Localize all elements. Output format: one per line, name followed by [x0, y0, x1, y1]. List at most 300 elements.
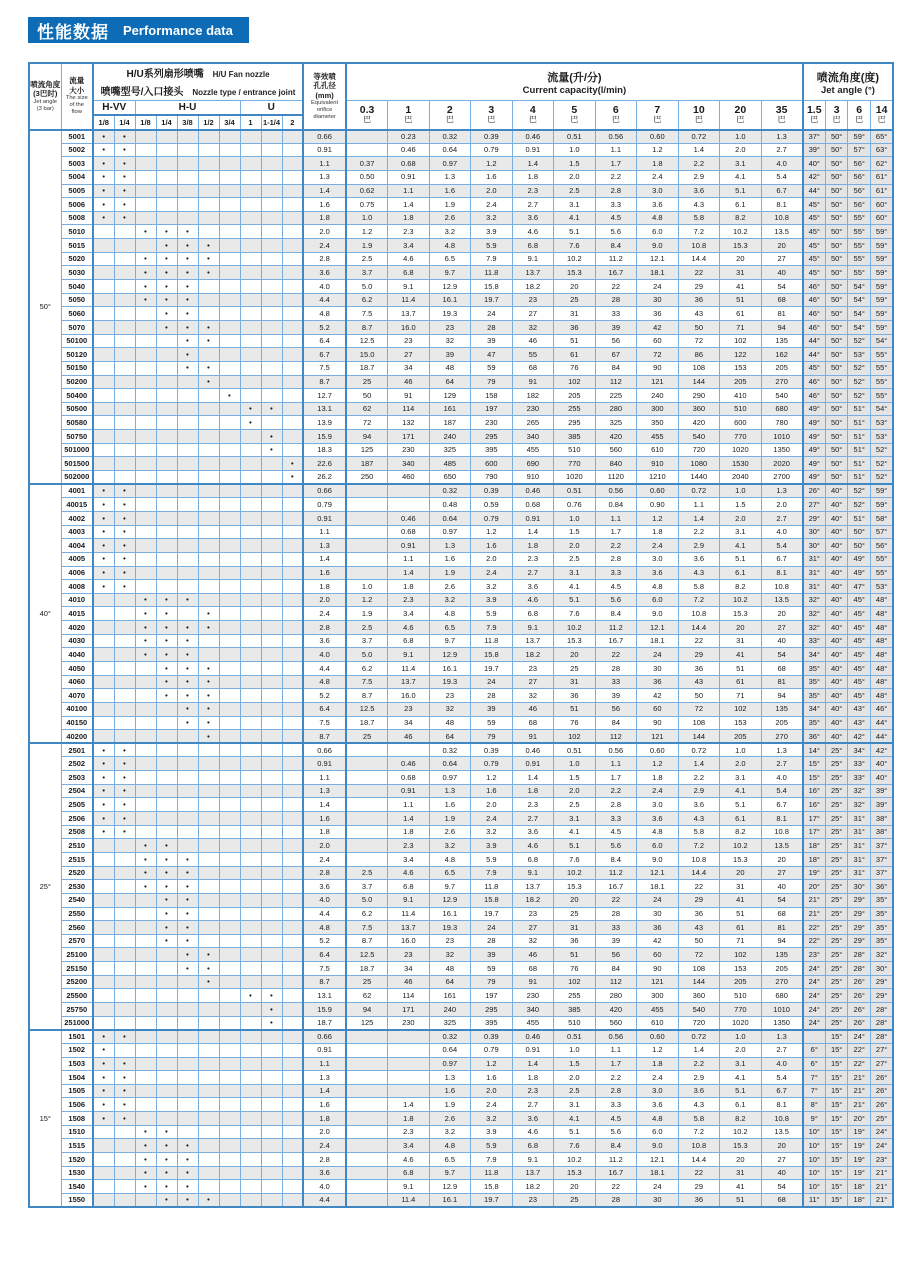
table-row: [29, 252, 893, 266]
capacity-cell: 1.3: [429, 170, 471, 184]
capacity-cell: 2.0: [720, 143, 762, 157]
size-dot-cell: [135, 498, 156, 512]
table-row: [29, 361, 893, 375]
capacity-cell: 36: [678, 907, 720, 921]
size-dot-cell: [93, 443, 114, 457]
size-dot-cell: •: [93, 798, 114, 812]
capacity-cell: 540: [678, 1003, 720, 1017]
capacity-cell: 4.6: [512, 225, 554, 239]
capacity-cell: 1.6: [429, 184, 471, 198]
angle-cell: 35°: [803, 716, 826, 730]
size-dot-cell: •: [261, 1016, 282, 1030]
capacity-cell: 9.1: [512, 252, 554, 266]
size-dot-cell: [261, 334, 282, 348]
size-dot-cell: [114, 607, 135, 621]
capacity-cell: 0.46: [512, 484, 554, 498]
size-dot-cell: [198, 389, 219, 403]
angle-cell: 51°: [848, 416, 871, 430]
capacity-cell: 3.3: [595, 566, 637, 580]
capacity-cell: 325: [595, 416, 637, 430]
angle-cell: 54°: [848, 320, 871, 334]
size-dot-cell: [135, 1043, 156, 1057]
capacity-cell: 12.1: [637, 866, 679, 880]
size-dot-cell: •: [177, 1153, 198, 1167]
capacity-cell: 68: [512, 716, 554, 730]
model-cell: 501500: [61, 457, 93, 471]
capacity-cell: 22: [678, 1166, 720, 1180]
angle-cell: 49°: [803, 430, 826, 444]
angle-cell: 40°: [825, 716, 848, 730]
size-dot-cell: [261, 784, 282, 798]
capacity-cell: 3.2: [471, 825, 513, 839]
capacity-cell: 90: [637, 716, 679, 730]
size-dot-cell: [219, 320, 240, 334]
capacity-cell: 1.0: [720, 130, 762, 144]
capacity-cell: 22: [678, 634, 720, 648]
angle-cell: 34°: [803, 648, 826, 662]
capacity-cell: 1.8: [388, 580, 430, 594]
size-dot-cell: [135, 525, 156, 539]
size-dot-cell: [93, 334, 114, 348]
capacity-cell: [388, 1043, 430, 1057]
capacity-cell: 12.1: [637, 621, 679, 635]
capacity-cell: 3.7: [346, 880, 388, 894]
size-dot-cell: [156, 430, 177, 444]
angle-cell: 40°: [825, 511, 848, 525]
capacity-cell: 0.79: [471, 1043, 513, 1057]
capacity-cell: 1.0: [554, 1043, 596, 1057]
size-dot-cell: [282, 170, 303, 184]
capacity-cell: 18.2: [512, 1180, 554, 1194]
capacity-cell: 4.8: [637, 1112, 679, 1126]
size-dot-cell: [219, 375, 240, 389]
capacity-cell: 51: [554, 334, 596, 348]
size-dot-cell: [240, 893, 261, 907]
size-dot-cell: [114, 921, 135, 935]
capacity-cell: 46: [512, 334, 554, 348]
diameter-cell: 0.66: [303, 130, 346, 144]
angle-cell: 50°: [825, 320, 848, 334]
diameter-cell: 6.4: [303, 948, 346, 962]
angle-cell: 50°: [825, 239, 848, 253]
angle-cell: 28°: [871, 1016, 894, 1030]
capacity-cell: 2.5: [554, 552, 596, 566]
capacity-cell: [346, 757, 388, 771]
size-dot-cell: •: [156, 893, 177, 907]
capacity-cell: 112: [595, 375, 637, 389]
capacity-cell: 0.51: [554, 484, 596, 498]
capacity-cell: 12.9: [429, 893, 471, 907]
size-dot-cell: [114, 730, 135, 744]
model-cell: 1503: [61, 1057, 93, 1071]
capacity-cell: 14.4: [678, 1153, 720, 1167]
capacity-cell: 25: [554, 293, 596, 307]
angle-cell: 52°: [871, 443, 894, 457]
size-dot-cell: [177, 184, 198, 198]
angle-cell: 48°: [871, 661, 894, 675]
diameter-cell: 26.2: [303, 471, 346, 485]
capacity-cell: 8.1: [761, 1098, 803, 1112]
size-dot-cell: [135, 1057, 156, 1071]
capacity-cell: 5.4: [761, 1071, 803, 1085]
angle-cell: 49°: [803, 471, 826, 485]
angle-cell: 15°: [825, 1071, 848, 1085]
size-dot-cell: [93, 375, 114, 389]
capacity-cell: 4.0: [761, 1057, 803, 1071]
angle-cell: 15°: [803, 757, 826, 771]
capacity-cell: 1.3: [761, 1030, 803, 1044]
angle-cell: 53°: [871, 416, 894, 430]
table-row: [29, 1043, 893, 1057]
size-dot-cell: [219, 471, 240, 485]
size-dot-cell: [261, 893, 282, 907]
table-row: [29, 866, 893, 880]
capacity-cell: 205: [761, 716, 803, 730]
capacity-cell: 840: [595, 457, 637, 471]
size-dot-cell: [135, 334, 156, 348]
size-dot-cell: [282, 1071, 303, 1085]
capacity-cell: 102: [720, 702, 762, 716]
size-dot-cell: •: [93, 525, 114, 539]
capacity-cell: 28: [595, 1193, 637, 1207]
capacity-cell: 9.1: [512, 1153, 554, 1167]
angle-cell: 65°: [871, 130, 894, 144]
size-dot-cell: [156, 157, 177, 171]
angle-cell: 59°: [848, 130, 871, 144]
model-cell: 1505: [61, 1084, 93, 1098]
capacity-cell: 790: [471, 471, 513, 485]
capacity-cell: 28: [595, 661, 637, 675]
capacity-cell: [346, 1166, 388, 1180]
size-dot-cell: [219, 430, 240, 444]
size-dot-cell: [240, 471, 261, 485]
size-header-1/2: 1/2: [198, 115, 219, 130]
size-dot-cell: [135, 402, 156, 416]
capacity-cell: 0.56: [595, 130, 637, 144]
capacity-cell: 1.0: [554, 143, 596, 157]
capacity-cell: 90: [637, 361, 679, 375]
table-row: [29, 607, 893, 621]
size-dot-cell: •: [198, 266, 219, 280]
table-row: [29, 170, 893, 184]
angle-cell: 35°: [871, 934, 894, 948]
size-dot-cell: [93, 307, 114, 321]
capacity-cell: 2.3: [512, 552, 554, 566]
size-dot-cell: •: [93, 771, 114, 785]
size-dot-cell: •: [156, 907, 177, 921]
angle-cell: 49°: [803, 443, 826, 457]
angle-cell: 10°: [803, 1166, 826, 1180]
angle-cell: 25°: [825, 880, 848, 894]
size-dot-cell: •: [177, 934, 198, 948]
capacity-cell: 2.9: [678, 784, 720, 798]
size-dot-cell: [135, 1016, 156, 1030]
size-dot-cell: [261, 143, 282, 157]
size-dot-cell: [261, 1112, 282, 1126]
capacity-cell: 25: [554, 907, 596, 921]
diameter-cell: 0.66: [303, 484, 346, 498]
capacity-cell: 0.51: [554, 1030, 596, 1044]
table-row: [29, 975, 893, 989]
size-dot-cell: [219, 812, 240, 826]
capacity-cell: 2.5: [346, 252, 388, 266]
size-dot-cell: [177, 607, 198, 621]
model-cell: 2520: [61, 866, 93, 880]
capacity-cell: 9.7: [429, 1166, 471, 1180]
model-cell: 251000: [61, 1016, 93, 1030]
capacity-cell: [388, 1071, 430, 1085]
capacity-cell: 340: [512, 1003, 554, 1017]
size-dot-cell: [282, 225, 303, 239]
table-row: [29, 634, 893, 648]
capacity-cell: 280: [595, 989, 637, 1003]
angle-cell: 40°: [825, 607, 848, 621]
diameter-cell: 0.66: [303, 743, 346, 757]
size-dot-cell: •: [114, 552, 135, 566]
model-cell: 1504: [61, 1071, 93, 1085]
size-dot-cell: [282, 1112, 303, 1126]
size-dot-cell: [198, 471, 219, 485]
capacity-cell: 41: [720, 648, 762, 662]
model-cell: 4006: [61, 566, 93, 580]
size-dot-cell: [261, 1084, 282, 1098]
angle-cell: 26°: [871, 1098, 894, 1112]
table-row: [29, 1125, 893, 1139]
table-row: [29, 566, 893, 580]
table-row: [29, 157, 893, 171]
size-dot-cell: [198, 170, 219, 184]
angle-cell: 48°: [871, 689, 894, 703]
capacity-cell: 19.3: [429, 675, 471, 689]
size-dot-cell: •: [177, 266, 198, 280]
size-dot-cell: •: [177, 1180, 198, 1194]
size-dot-cell: [177, 157, 198, 171]
capacity-cell: 1.1: [388, 798, 430, 812]
angle-cell: 48°: [871, 648, 894, 662]
angle-cell: 19°: [848, 1139, 871, 1153]
size-dot-cell: [261, 211, 282, 225]
diameter-cell: 1.8: [303, 580, 346, 594]
angle-cell: 50°: [825, 457, 848, 471]
capacity-cell: 6.8: [388, 266, 430, 280]
size-dot-cell: [114, 907, 135, 921]
size-dot-cell: [198, 1139, 219, 1153]
size-dot-cell: [93, 839, 114, 853]
model-cell: 2560: [61, 921, 93, 935]
capacity-cell: 16.1: [429, 661, 471, 675]
angle-cell: 33°: [803, 634, 826, 648]
capacity-cell: 23: [512, 661, 554, 675]
diameter-cell: 2.4: [303, 852, 346, 866]
capacity-cell: 1020: [554, 471, 596, 485]
size-dot-cell: [240, 157, 261, 171]
size-dot-cell: [198, 402, 219, 416]
size-dot-cell: [282, 1084, 303, 1098]
size-dot-cell: [114, 621, 135, 635]
size-dot-cell: [219, 1016, 240, 1030]
diameter-cell: 0.79: [303, 498, 346, 512]
size-dot-cell: [177, 1003, 198, 1017]
size-dot-cell: [114, 989, 135, 1003]
size-dot-cell: •: [93, 812, 114, 826]
angle-cell: 18°: [803, 839, 826, 853]
size-dot-cell: [114, 1016, 135, 1030]
capacity-cell: 2.2: [595, 1071, 637, 1085]
table-row: [29, 307, 893, 321]
size-dot-cell: [114, 675, 135, 689]
angle-cell: 40°: [825, 634, 848, 648]
size-dot-cell: [135, 307, 156, 321]
angle-cell: 32°: [803, 621, 826, 635]
capacity-cell: 3.2: [429, 1125, 471, 1139]
size-dot-cell: [114, 375, 135, 389]
capacity-cell: 265: [512, 416, 554, 430]
model-cell: 4020: [61, 621, 93, 635]
capacity-cell: 84: [595, 361, 637, 375]
angle-cell: 32°: [803, 607, 826, 621]
size-dot-cell: [198, 1166, 219, 1180]
angle-cell: 51°: [848, 471, 871, 485]
table-row: [29, 1016, 893, 1030]
capacity-cell: 0.64: [429, 757, 471, 771]
capacity-cell: 79: [471, 375, 513, 389]
size-dot-cell: [261, 716, 282, 730]
size-dot-cell: [114, 1153, 135, 1167]
angle-cell: 59°: [871, 293, 894, 307]
capacity-cell: 161: [429, 989, 471, 1003]
capacity-cell: 6.2: [346, 661, 388, 675]
capacity-cell: 3.0: [637, 184, 679, 198]
capacity-cell: 46: [388, 730, 430, 744]
capacity-cell: 135: [761, 948, 803, 962]
size-dot-cell: •: [156, 1180, 177, 1194]
size-dot-cell: •: [114, 757, 135, 771]
capacity-cell: 90: [637, 962, 679, 976]
capacity-cell: 2.7: [761, 1043, 803, 1057]
capacity-cell: 2.4: [471, 198, 513, 212]
size-dot-cell: [198, 293, 219, 307]
size-dot-cell: [240, 239, 261, 253]
size-dot-cell: [93, 893, 114, 907]
capacity-cell: 0.97: [429, 157, 471, 171]
model-cell: 50200: [61, 375, 93, 389]
size-dot-cell: [114, 293, 135, 307]
capacity-cell: 690: [512, 457, 554, 471]
capacity-cell: 510: [720, 989, 762, 1003]
model-cell: 25100: [61, 948, 93, 962]
size-dot-cell: •: [135, 252, 156, 266]
capacity-cell: [346, 1030, 388, 1044]
size-dot-cell: •: [93, 484, 114, 498]
capacity-cell: 15.0: [346, 348, 388, 362]
angle-cell: 15°: [825, 1057, 848, 1071]
capacity-cell: 340: [512, 430, 554, 444]
capacity-cell: 3.2: [429, 593, 471, 607]
size-dot-cell: [135, 239, 156, 253]
diameter-cell: 8.7: [303, 375, 346, 389]
size-dot-cell: •: [177, 634, 198, 648]
size-dot-cell: [177, 525, 198, 539]
capacity-cell: 1.0: [720, 1030, 762, 1044]
diameter-cell: 13.1: [303, 989, 346, 1003]
capacity-cell: 1.2: [637, 511, 679, 525]
capacity-cell: 2.0: [554, 1071, 596, 1085]
size-dot-cell: •: [177, 252, 198, 266]
size-dot-cell: [261, 252, 282, 266]
angle-cell: 36°: [803, 730, 826, 744]
capacity-cell: 1.6: [429, 552, 471, 566]
capacity-cell: 56: [595, 948, 637, 962]
angle-cell: 52°: [848, 498, 871, 512]
size-dot-cell: •: [177, 852, 198, 866]
angle-cell: 25°: [825, 839, 848, 853]
size-dot-cell: •: [198, 661, 219, 675]
angle-cell: 42°: [871, 743, 894, 757]
angle-cell: 26°: [871, 1084, 894, 1098]
angle-cell: [803, 1030, 826, 1044]
size-dot-cell: [261, 1071, 282, 1085]
capacity-cell: 780: [761, 416, 803, 430]
capacity-cell: 24: [637, 280, 679, 294]
capacity-cell: 0.72: [678, 743, 720, 757]
capacity-cell: 1.2: [471, 1057, 513, 1071]
angle-cell: 16°: [803, 784, 826, 798]
capacity-cell: 3.3: [595, 812, 637, 826]
angle-cell: 62°: [871, 157, 894, 171]
capacity-cell: 2.7: [761, 143, 803, 157]
capacity-cell: 3.0: [637, 798, 679, 812]
capacity-cell: 56: [595, 334, 637, 348]
angle-cell: 35°: [871, 907, 894, 921]
capacity-cell: 610: [637, 443, 679, 457]
size-dot-cell: [240, 320, 261, 334]
size-dot-cell: [261, 566, 282, 580]
capacity-cell: 71: [720, 934, 762, 948]
capacity-cell: 510: [720, 402, 762, 416]
size-dot-cell: [198, 1153, 219, 1167]
angle-cell: 25°: [825, 866, 848, 880]
table-row: [29, 907, 893, 921]
size-dot-cell: [135, 539, 156, 553]
size-dot-cell: [198, 634, 219, 648]
size-dot-cell: [219, 1030, 240, 1044]
table-row: [29, 948, 893, 962]
capacity-cell: 13.5: [761, 1125, 803, 1139]
capacity-cell: 4.6: [388, 866, 430, 880]
capacity-cell: 46: [388, 975, 430, 989]
angle-cell: 56°: [848, 184, 871, 198]
size-dot-cell: [282, 798, 303, 812]
angle-cell: 59°: [871, 484, 894, 498]
angle-cell: 38°: [871, 812, 894, 826]
angle-cell: 26°: [848, 1003, 871, 1017]
size-dot-cell: •: [198, 962, 219, 976]
size-dot-cell: [219, 1139, 240, 1153]
series-header-h-u: H-U: [135, 101, 240, 115]
capacity-cell: 10.2: [554, 1153, 596, 1167]
capacity-cell: 91: [388, 389, 430, 403]
capacity-cell: 770: [554, 457, 596, 471]
size-dot-cell: [198, 511, 219, 525]
angle-cell: 37°: [803, 130, 826, 144]
size-dot-cell: [282, 634, 303, 648]
size-dot-cell: [261, 184, 282, 198]
capacity-cell: [346, 1098, 388, 1112]
capacity-cell: 72: [678, 334, 720, 348]
capacity-cell: 1.4: [678, 143, 720, 157]
capacity-cell: 2.6: [429, 580, 471, 594]
size-dot-cell: [135, 416, 156, 430]
